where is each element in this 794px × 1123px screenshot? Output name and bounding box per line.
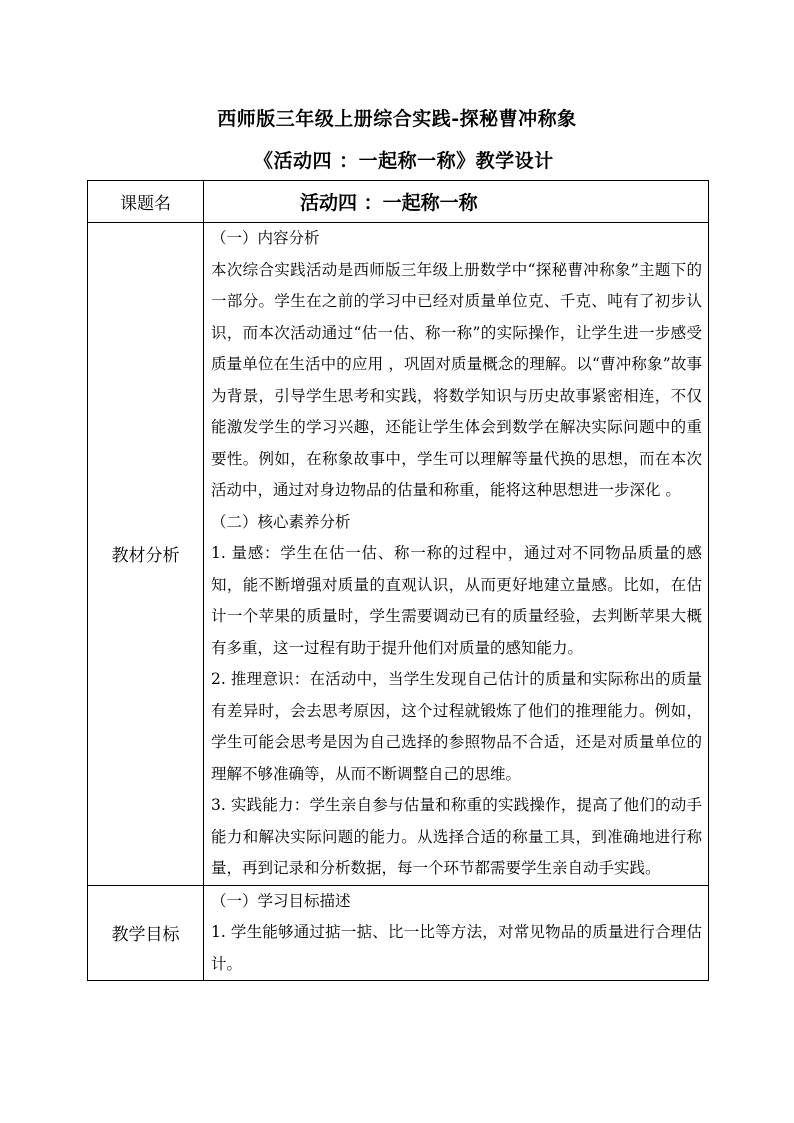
topic-value: 活动四 ：一起称一称 (204, 181, 709, 223)
document-subtitle: 《活动四 ：一起称一称》教学设计 (254, 150, 554, 172)
core-literacy-point-2: 2. 推理意识：在活动中，当学生发现自己估计的质量和实际称出的质量有差异时，会去思考原因，这个过程就锻炼了他们的推理能力。例如，学生可能会思考是因为自己选择的参照物品不合适，还是对质量单位的理解不够准确等，从而不断调整自己的思维。 (211, 670, 702, 783)
teaching-goals-content (204, 885, 709, 981)
material-analysis-content (204, 223, 709, 886)
teaching-goals-row (88, 885, 709, 981)
topic-row (88, 181, 709, 223)
core-literacy-point-1: 1. 量感：学生在估一估、称一称的过程中，通过对不同物品质量的感知，能不断增强对质量的直观认识，从而更好地建立量感。比如，在估计一个苹果的质量时，学生需要调动已有的质量经验，去判断苹果大概有多重，这一过程有助于提升他们对质量的感知能力。 (211, 544, 702, 657)
topic-label: 课题名 (88, 181, 204, 223)
document-title: 西师版三年级上册综合实践-探秘曹冲称象 (217, 108, 577, 130)
content-analysis-heading: （一）内容分析 (211, 229, 320, 247)
material-analysis-label: 教材分析 (88, 223, 204, 886)
learning-goals-heading: （一）学习目标描述 (211, 891, 351, 910)
learning-goal-point-1: 1. 学生能够通过掂一掂、比一比等方法，对常见物品的质量进行合理估计。 (211, 923, 702, 973)
material-analysis-row (88, 223, 709, 886)
core-literacy-point-3: 3. 实践能力：学生亲自参与估量和称重的实践操作，提高了他们的动手能力和解决实际问题的能力。从选择合适的称量工具，到准确地进行称量，再到记录和分析数据，每一个环节都需要学生亲自动手实践。 (211, 796, 702, 877)
core-literacy-heading: （二）核心素养分析 (211, 512, 351, 531)
lesson-plan-table (87, 180, 709, 981)
content-analysis-text: 本次综合实践活动是西师版三年级上册数学中“探秘曹冲称象”主题下的一部分。学生在之前的学习中已经对质量单位克、千克、吨有了初步认识，而本次活动通过“估一估、称一称”的实际操作，让学生进一步感受质量单位在生活中的应用 ，巩固对质量概念的理解。以“曹冲称象”故事为背景，引导学生思考和实践，将数学知识与历史故事紧密相连，不仅能激发学生的学习兴趣，还能让学生体会到数学在解决实际问题中的重要性。例如，在称象故事中，学生可以理解等量代换的思想，而在本次活动中，通过对身边物品的估量和称重，能将这种思想进一步深化 。 (211, 260, 702, 499)
teaching-goals-label: 教学目标 (88, 885, 204, 981)
